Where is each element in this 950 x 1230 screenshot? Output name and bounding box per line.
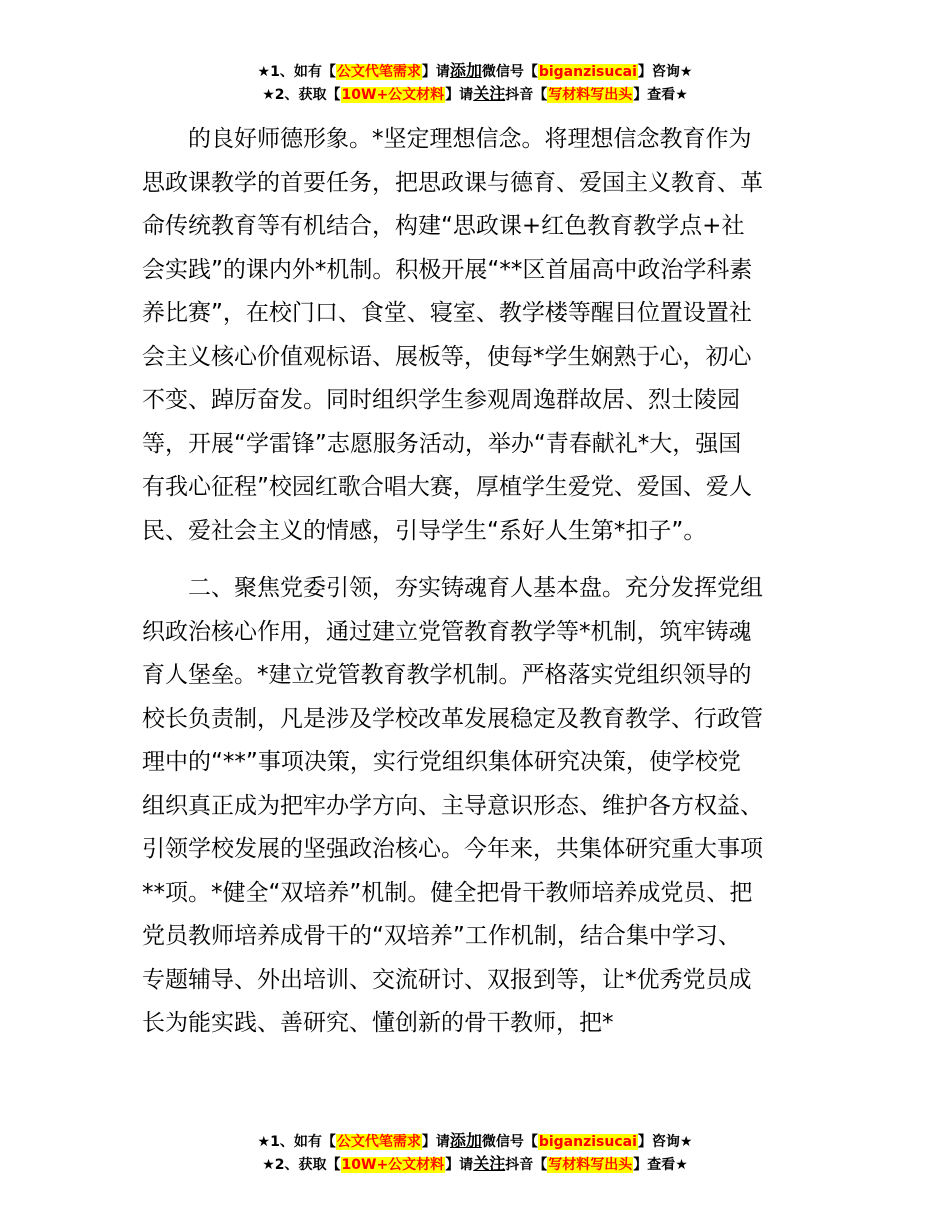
footer-banner bbox=[0, 1130, 950, 1176]
text-line: 组织真正成为把牢办学方向、主导意识形态、维护各方权益、 bbox=[142, 792, 763, 819]
text-line: 的良好师德形象。*坚定理想信念。将理想信念教育作为 bbox=[188, 126, 752, 152]
banner-text: 微信号【 bbox=[481, 1134, 538, 1150]
text-line: 育人堡垒。*建立党管教育教学机制。严格落实党组织领导的 bbox=[142, 662, 752, 688]
banner-text: 】请 bbox=[445, 87, 474, 103]
text-line: 不变、踔厉奋发。同时组织学生参观周逸群故居、烈士陵园 bbox=[142, 387, 740, 413]
banner-text: 抖音【 bbox=[505, 87, 548, 103]
banner-text: 】咨询★ bbox=[637, 1134, 693, 1150]
text-line: 校长负责制，凡是涉及学校改革发展稳定及教育教学、行政管 bbox=[142, 705, 763, 732]
header-banner bbox=[0, 60, 950, 106]
text-line: 命传统教育等有机结合，构建“思政课+红色教育教学点+社 bbox=[142, 213, 745, 239]
banner-line-1 bbox=[0, 60, 950, 83]
highlight-ghostwriting: 公文代笔需求 bbox=[336, 1134, 421, 1150]
text-line: 理中的“**”事项决策，实行党组织集体研究决策，使学校党 bbox=[142, 749, 741, 775]
text-line: 长为能实践、善研究、懂创新的骨干教师，把* bbox=[142, 1010, 614, 1036]
text-line: 织政治核心作用，通过建立党管教育教学等*机制，筑牢铸魂 bbox=[142, 618, 752, 645]
text-line: 引领学校发展的坚强政治核心。今年来，共集体研究重大事项 bbox=[142, 836, 763, 862]
underlined-add: 添加 bbox=[449, 1131, 482, 1150]
banner-line-2 bbox=[0, 1153, 950, 1176]
text-line: 有我心征程”校园红歌合唱大赛，厚植学生爱党、爱国、爱人 bbox=[142, 474, 752, 500]
banner-text: 】请 bbox=[421, 1134, 450, 1150]
text-line: 党员教师培养成骨干的“双培养”工作机制，结合集中学习、 bbox=[142, 923, 741, 949]
banner-text: ★2、获取【 bbox=[262, 1157, 341, 1173]
banner-text: 】查看★ bbox=[633, 1157, 688, 1173]
banner-text: 微信号【 bbox=[481, 64, 538, 80]
banner-text: 】请 bbox=[421, 64, 450, 80]
highlight-wechat-id: biganzisucai bbox=[538, 1134, 637, 1150]
highlight-ghostwriting: 公文代笔需求 bbox=[336, 64, 421, 80]
text-line: 养比赛”，在校门口、食堂、寝室、教学楼等醒目位置设置社 bbox=[142, 300, 752, 326]
text-line: 民、爱社会主义的情感，引导学生“系好人生第*扣子”。 bbox=[142, 517, 707, 544]
text-line: 思政课教学的首要任务，把思政课与德育、爱国主义教育、革 bbox=[142, 169, 763, 196]
banner-text: 】咨询★ bbox=[637, 64, 693, 80]
banner-text: ★1、如有【 bbox=[257, 64, 336, 80]
text-line: 等，开展“学雷锋”志愿服务活动，举办“青春献礼*大，强国 bbox=[142, 430, 742, 457]
underlined-follow: 关注 bbox=[473, 84, 506, 103]
banner-text: 】查看★ bbox=[633, 87, 688, 103]
highlight-wechat-id: biganzisucai bbox=[538, 64, 637, 80]
paragraph-2 bbox=[142, 567, 812, 1046]
text-line: 专题辅导、外出培训、交流研讨、双报到等，让*优秀党员成 bbox=[142, 966, 752, 993]
text-line: **项。*健全“双培养”机制。健全把骨干教师培养成党员、把 bbox=[142, 879, 753, 906]
underlined-add: 添加 bbox=[449, 61, 482, 80]
banner-line-1 bbox=[0, 1130, 950, 1153]
text-line: 会主义核心价值观标语、展板等，使每*学生娴熟于心，初心 bbox=[142, 343, 752, 370]
document-body bbox=[142, 118, 812, 1046]
highlight-materials: 10W+公文材料 bbox=[341, 1157, 445, 1173]
highlight-materials: 10W+公文材料 bbox=[341, 87, 445, 103]
underlined-follow: 关注 bbox=[473, 1154, 506, 1173]
banner-line-2 bbox=[0, 83, 950, 106]
banner-text: 抖音【 bbox=[505, 1157, 548, 1173]
highlight-douyin-account: 写材料写出头 bbox=[548, 1157, 633, 1173]
banner-text: ★1、如有【 bbox=[257, 1134, 336, 1150]
text-line: 会实践”的课内外*机制。积极开展“**区首届高中政治学科素 bbox=[142, 256, 753, 283]
paragraph-1 bbox=[142, 118, 812, 553]
banner-text: ★2、获取【 bbox=[262, 87, 341, 103]
banner-text: 】请 bbox=[445, 1157, 474, 1173]
text-line: 二、聚焦党委引领，夯实铸魂育人基本盘。充分发挥党组 bbox=[188, 575, 763, 601]
highlight-douyin-account: 写材料写出头 bbox=[548, 87, 633, 103]
